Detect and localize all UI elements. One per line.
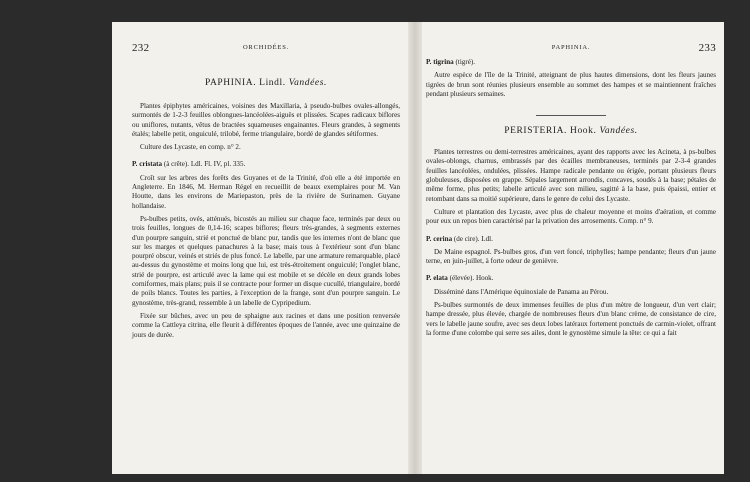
left-running-title: ORCHIDÉES. bbox=[242, 44, 290, 51]
genus-description: Plantes terrestres ou demi-terrestres américaines, ayant des rapports avec les Acineta, à ps-bulbes ovales-oblongs, charnus, embrassés par des écailles membraneuses, terminés par 2-3-4 grandes feuilles lancéolées, ondulées, plissées. Hampe radicale pendante ou érigée, portant plusieurs fleurs globuleuses, disposées en grappe. Sépales largement arrondis, concaves, soudés à la base; pétales de même forme, plus petits; labelle articulé avec son milieu, sagitté à la base, puis épaissi, entier et retombant dans sa moitié supérieure, dans le genre de celui des Lycaste. bbox=[426, 148, 716, 203]
species-paragraph: De Maine espagnol. Ps-bulbes gros, d'un vert foncé, triphylles; hampe pendante; fleurs d'un jaune terne, en juin-juillet, à forte odeur de genièvre. bbox=[426, 247, 716, 266]
species-paragraph-3: Fixée sur bûches, avec un peu de sphaigne aux racines et dans une position renversée comme la Cattleya citrina, elle fleurit à différentes époques de l'année, avec une quinzaine de jours de durée. bbox=[132, 311, 400, 339]
species-paragraph: Ps-bulbes surmontés de deux immenses feuilles de plus d'un mètre de longueur, d'un vert clair; hampe dressée, plus élevée, chargée de nombreuses fleurs d'un blanc crème, de consistance de cire, vers le labelle jaune soufre, avec ses deux lobes latéraux fortement ponctués de carmin-violet, offrant la forme d'une colombe qui serre ses ailes, dont le gynostème simule la tête: ce qui a fait bbox=[426, 301, 716, 337]
species-name: P. cristata bbox=[132, 160, 163, 169]
left-running-head bbox=[132, 42, 400, 58]
right-page bbox=[418, 22, 728, 474]
top-species-heading bbox=[426, 58, 716, 67]
species-name: P. tigrina bbox=[426, 58, 454, 66]
left-page bbox=[112, 22, 404, 474]
species-heading bbox=[426, 274, 716, 283]
genus-tribe: Vandées. bbox=[288, 78, 328, 88]
species-paragraph-1: Croît sur les arbres des forêts des Guyanes et de la Trinité, d'où elle a été importée en Angleterre. En 1846, M. Herman Régel en recueillit de beaux exemplaires pour M. Van Houtte, dans les environs de Mariepaston, près de la rivière de Surinamen. Guyane hollandaise. bbox=[132, 173, 400, 210]
species-name: P. cerina bbox=[426, 234, 453, 243]
culture-note: Culture et plantation des Lycaste, avec plus de chaleur moyenne et moins d'aération, et comme pour eux un repos bien caractérisé par la privation des arrosements. Comp. n° 9. bbox=[426, 207, 716, 226]
species-paragraph-2: Ps-bulbes petits, ovés, atténués, bicostés au milieu sur chaque face, terminés par deux ou trois feuilles, longues de 0,14-16; scapes biflores; fleurs très-grandes, à segments externes d'un pourpre sanguin, strié et ponctué de blanc pur, tandis que les internes n'ont de blanc que sur les marges et quelques panachures à la base; mais tous à l'extérieur sont d'un blanc pourpré obscur, veinés et striés de plus foncé. Le labelle, par une armature remarquable, placé au-dessus du gynostème et moins long que lui, est très-étroitement onguiculé; l'onglet blanc, strié de pourpre, est articulé avec la lame qui est mobile et se décèle en deux grands lobes corniformes, mais plans; puis il se contracte pour former un disque cucullé, triangulaire, bordé de poils blancs. Toutes les parties, à l'exception de la frange, sont d'un pourpre sanguin. Le gynostème, très-grand, ressemble à un labelle de Cypripedium. bbox=[132, 214, 400, 307]
left-genus-title bbox=[132, 78, 400, 88]
species-ref: (à crête). Ldl. Fl. IV, pl. 335. bbox=[162, 160, 246, 169]
book-spread bbox=[112, 22, 724, 474]
species-ref: (de cire). Ldl. bbox=[452, 234, 493, 243]
genus-tribe: Vandées. bbox=[599, 126, 638, 137]
top-species-paragraph: Autre espèce de l'île de la Trinité, atteignant de plus hautes dimensions, dont les fleurs jaunes tigrées de brun sont réunies plusieurs ensemble au sommet des hampes et se maintiennent fraîches pendant plusieurs semaines. bbox=[426, 71, 716, 98]
species-ref: (élevée). Hook. bbox=[447, 274, 494, 283]
right-running-head bbox=[426, 42, 716, 58]
species-heading bbox=[426, 235, 716, 244]
species-heading bbox=[132, 160, 400, 169]
genus-name: PAPHINIA. Lindl. bbox=[204, 78, 286, 88]
species-name: P. elata bbox=[426, 274, 448, 283]
genus-description: Plantes épiphytes américaines, voisines des Maxillaria, à pseudo-bulbes ovales-allongés, surmontés de 1-2-3 feuilles oblongues-lancéolées-aiguës et plissées. Scapes radicaux biflores ou uniflores, nutants, vêtus de bractées squameuses engainantes. Fleurs grandes, à segments étalés; labelle petit, onguiculé, trilobé, ferme triangulaire, bordé de glandes sétiformes. bbox=[132, 102, 400, 138]
genus-name: PERISTERIA. Hook. bbox=[504, 126, 597, 137]
section-divider bbox=[536, 115, 606, 116]
species-paragraph: Disséminé dans l'Amérique équinoxiale de Panama au Pérou. bbox=[434, 287, 609, 296]
species-ref: (tigré). bbox=[453, 58, 476, 66]
culture-note: Culture des Lycaste, en comp. n° 2. bbox=[140, 143, 241, 152]
right-page-number: 233 bbox=[698, 42, 716, 54]
right-genus-title bbox=[426, 126, 716, 136]
right-running-title: PAPHINIA. bbox=[551, 44, 591, 51]
left-page-number: 232 bbox=[132, 42, 150, 54]
